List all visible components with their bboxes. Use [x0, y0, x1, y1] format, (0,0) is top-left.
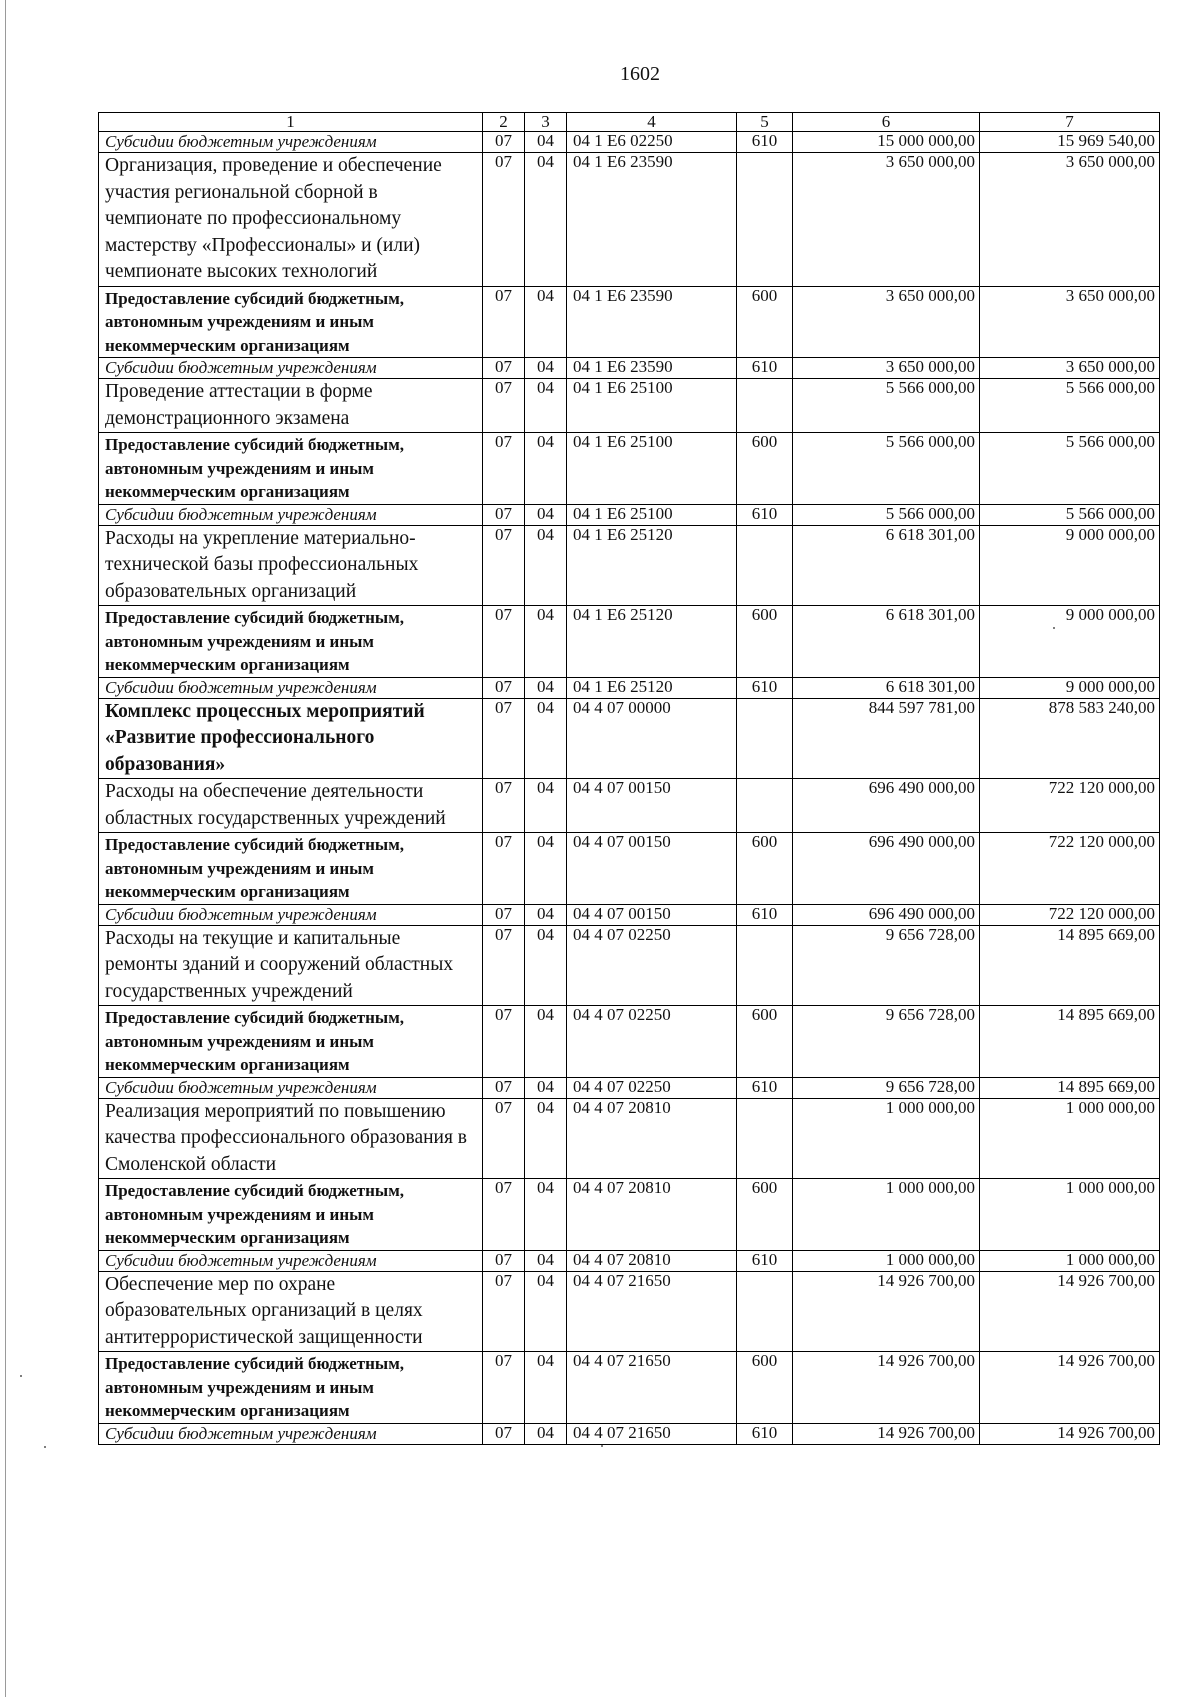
- section-cell: 07: [483, 779, 525, 833]
- name-cell: Организация, проведение и обеспечение участия региональной сборной в чемпионате по профессиональному мастерству «Профессионалы» и (или) чемпионате высоких технологий: [99, 153, 483, 287]
- amount-year1-cell: 15 000 000,00: [793, 132, 980, 153]
- scan-speck: [20, 1375, 22, 1377]
- subsection-cell: 04: [525, 698, 567, 779]
- table-row: [99, 904, 1160, 925]
- subsection-cell: 04: [525, 1179, 567, 1251]
- section-cell: 07: [483, 153, 525, 287]
- section-cell: 07: [483, 1423, 525, 1444]
- amount-year2-cell: 9 000 000,00: [980, 606, 1160, 678]
- expense-type-cell: 610: [737, 1423, 793, 1444]
- section-cell: 07: [483, 358, 525, 379]
- amount-year2-cell: 3 650 000,00: [980, 358, 1160, 379]
- target-article-cell: 04 1 Е6 25100: [567, 504, 737, 525]
- section-cell: 07: [483, 433, 525, 505]
- expense-type-cell: 600: [737, 286, 793, 358]
- subsection-cell: 04: [525, 433, 567, 505]
- expense-type-cell: 600: [737, 433, 793, 505]
- amount-year2-cell: 14 926 700,00: [980, 1271, 1160, 1352]
- table-row: [99, 779, 1160, 833]
- expense-type-cell: 600: [737, 1006, 793, 1078]
- header-cell: 5: [737, 113, 793, 132]
- amount-year2-cell: 5 566 000,00: [980, 433, 1160, 505]
- amount-year2-cell: 14 895 669,00: [980, 925, 1160, 1006]
- target-article-cell: 04 4 07 21650: [567, 1352, 737, 1424]
- subsection-cell: 04: [525, 1006, 567, 1078]
- amount-year2-cell: 3 650 000,00: [980, 153, 1160, 287]
- expense-type-cell: 610: [737, 904, 793, 925]
- table-row: [99, 379, 1160, 433]
- subsection-cell: 04: [525, 1352, 567, 1424]
- expense-type-cell: 600: [737, 833, 793, 905]
- table-row: [99, 1077, 1160, 1098]
- scan-speck: [44, 1446, 46, 1448]
- table-row: [99, 677, 1160, 698]
- target-article-cell: 04 4 07 00150: [567, 779, 737, 833]
- section-cell: 07: [483, 1006, 525, 1078]
- subsection-cell: 04: [525, 606, 567, 678]
- amount-year2-cell: 722 120 000,00: [980, 833, 1160, 905]
- target-article-cell: 04 4 07 02250: [567, 925, 737, 1006]
- amount-year2-cell: 14 926 700,00: [980, 1423, 1160, 1444]
- amount-year1-cell: 14 926 700,00: [793, 1423, 980, 1444]
- target-article-cell: 04 4 07 20810: [567, 1098, 737, 1179]
- scan-speck: [601, 1445, 603, 1447]
- subsection-cell: 04: [525, 525, 567, 606]
- amount-year1-cell: 9 656 728,00: [793, 1006, 980, 1078]
- amount-year1-cell: 6 618 301,00: [793, 525, 980, 606]
- section-cell: 07: [483, 1352, 525, 1424]
- amount-year2-cell: 722 120 000,00: [980, 779, 1160, 833]
- section-cell: 07: [483, 904, 525, 925]
- amount-year1-cell: 6 618 301,00: [793, 677, 980, 698]
- subsection-cell: 04: [525, 925, 567, 1006]
- table-row: [99, 1352, 1160, 1424]
- expense-type-cell: 610: [737, 504, 793, 525]
- amount-year2-cell: 9 000 000,00: [980, 677, 1160, 698]
- expense-type-cell: 610: [737, 677, 793, 698]
- section-cell: 07: [483, 677, 525, 698]
- target-article-cell: 04 4 07 00000: [567, 698, 737, 779]
- table-row: [99, 525, 1160, 606]
- name-cell: Предоставление субсидий бюджетным, автономным учреждениям и иным некоммерческим организациям: [99, 286, 483, 358]
- subsection-cell: 04: [525, 1271, 567, 1352]
- amount-year1-cell: 9 656 728,00: [793, 925, 980, 1006]
- name-cell: Субсидии бюджетным учреждениям: [99, 677, 483, 698]
- section-cell: 07: [483, 925, 525, 1006]
- target-article-cell: 04 1 Е6 25120: [567, 606, 737, 678]
- subsection-cell: 04: [525, 153, 567, 287]
- amount-year1-cell: 844 597 781,00: [793, 698, 980, 779]
- scan-speck: [1053, 627, 1055, 629]
- name-cell: Расходы на текущие и капитальные ремонты зданий и сооружений областных государственных учреждений: [99, 925, 483, 1006]
- amount-year1-cell: 5 566 000,00: [793, 433, 980, 505]
- table-row: [99, 833, 1160, 905]
- subsection-cell: 04: [525, 504, 567, 525]
- section-cell: 07: [483, 1271, 525, 1352]
- table-row: [99, 504, 1160, 525]
- table-row: [99, 1179, 1160, 1251]
- target-article-cell: 04 1 Е6 23590: [567, 358, 737, 379]
- name-cell: Субсидии бюджетным учреждениям: [99, 1077, 483, 1098]
- amount-year1-cell: 14 926 700,00: [793, 1352, 980, 1424]
- scan-edge-line: [5, 0, 6, 1697]
- table-row: [99, 606, 1160, 678]
- name-cell: Субсидии бюджетным учреждениям: [99, 904, 483, 925]
- amount-year2-cell: 1 000 000,00: [980, 1179, 1160, 1251]
- target-article-cell: 04 4 07 00150: [567, 833, 737, 905]
- name-cell: Субсидии бюджетным учреждениям: [99, 1423, 483, 1444]
- name-cell: Обеспечение мер по охране образовательных организаций в целях антитеррористической защищенности: [99, 1271, 483, 1352]
- name-cell: Комплекс процессных мероприятий «Развитие профессионального образования»: [99, 698, 483, 779]
- subsection-cell: 04: [525, 1077, 567, 1098]
- amount-year1-cell: 14 926 700,00: [793, 1271, 980, 1352]
- name-cell: Субсидии бюджетным учреждениям: [99, 504, 483, 525]
- subsection-cell: 04: [525, 286, 567, 358]
- name-cell: Субсидии бюджетным учреждениям: [99, 1250, 483, 1271]
- amount-year2-cell: 14 926 700,00: [980, 1352, 1160, 1424]
- header-cell: 7: [980, 113, 1160, 132]
- name-cell: Предоставление субсидий бюджетным, автономным учреждениям и иным некоммерческим организациям: [99, 1006, 483, 1078]
- target-article-cell: 04 4 07 02250: [567, 1077, 737, 1098]
- expense-type-cell: 610: [737, 358, 793, 379]
- table-row: [99, 153, 1160, 287]
- target-article-cell: 04 1 Е6 23590: [567, 153, 737, 287]
- amount-year1-cell: 696 490 000,00: [793, 779, 980, 833]
- expense-type-cell: [737, 925, 793, 1006]
- header-cell: 6: [793, 113, 980, 132]
- target-article-cell: 04 4 07 20810: [567, 1179, 737, 1251]
- amount-year1-cell: 3 650 000,00: [793, 358, 980, 379]
- header-cell: 2: [483, 113, 525, 132]
- amount-year2-cell: 1 000 000,00: [980, 1250, 1160, 1271]
- target-article-cell: 04 4 07 21650: [567, 1423, 737, 1444]
- amount-year2-cell: 9 000 000,00: [980, 525, 1160, 606]
- name-cell: Субсидии бюджетным учреждениям: [99, 132, 483, 153]
- expense-type-cell: [737, 1098, 793, 1179]
- section-cell: 07: [483, 1179, 525, 1251]
- target-article-cell: 04 4 07 21650: [567, 1271, 737, 1352]
- expense-type-cell: [737, 153, 793, 287]
- section-cell: 07: [483, 504, 525, 525]
- table-row: [99, 1006, 1160, 1078]
- section-cell: 07: [483, 1250, 525, 1271]
- target-article-cell: 04 1 Е6 23590: [567, 286, 737, 358]
- amount-year2-cell: 878 583 240,00: [980, 698, 1160, 779]
- section-cell: 07: [483, 379, 525, 433]
- subsection-cell: 04: [525, 1250, 567, 1271]
- name-cell: Предоставление субсидий бюджетным, автономным учреждениям и иным некоммерческим организациям: [99, 1179, 483, 1251]
- table-row: [99, 1423, 1160, 1444]
- amount-year1-cell: 6 618 301,00: [793, 606, 980, 678]
- amount-year1-cell: 1 000 000,00: [793, 1098, 980, 1179]
- target-article-cell: 04 4 07 20810: [567, 1250, 737, 1271]
- amount-year2-cell: 14 895 669,00: [980, 1077, 1160, 1098]
- expense-type-cell: [737, 779, 793, 833]
- budget-table: [98, 112, 1160, 1445]
- subsection-cell: 04: [525, 904, 567, 925]
- expense-type-cell: 600: [737, 1179, 793, 1251]
- expense-type-cell: 610: [737, 1077, 793, 1098]
- header-cell: 4: [567, 113, 737, 132]
- amount-year1-cell: 3 650 000,00: [793, 153, 980, 287]
- amount-year2-cell: 5 566 000,00: [980, 504, 1160, 525]
- section-cell: 07: [483, 525, 525, 606]
- expense-type-cell: 600: [737, 1352, 793, 1424]
- subsection-cell: 04: [525, 358, 567, 379]
- target-article-cell: 04 1 Е6 25120: [567, 525, 737, 606]
- table-row: [99, 698, 1160, 779]
- amount-year2-cell: 3 650 000,00: [980, 286, 1160, 358]
- name-cell: Предоставление субсидий бюджетным, автономным учреждениям и иным некоммерческим организациям: [99, 1352, 483, 1424]
- section-cell: 07: [483, 1098, 525, 1179]
- section-cell: 07: [483, 698, 525, 779]
- name-cell: Предоставление субсидий бюджетным, автономным учреждениям и иным некоммерческим организациям: [99, 433, 483, 505]
- amount-year2-cell: 15 969 540,00: [980, 132, 1160, 153]
- expense-type-cell: [737, 1271, 793, 1352]
- amount-year1-cell: 3 650 000,00: [793, 286, 980, 358]
- name-cell: Расходы на укрепление материально-технической базы профессиональных образовательных организаций: [99, 525, 483, 606]
- expense-type-cell: [737, 525, 793, 606]
- table-row: [99, 433, 1160, 505]
- expense-type-cell: 600: [737, 606, 793, 678]
- section-cell: 07: [483, 606, 525, 678]
- table-row: [99, 1250, 1160, 1271]
- subsection-cell: 04: [525, 379, 567, 433]
- target-article-cell: 04 4 07 00150: [567, 904, 737, 925]
- amount-year1-cell: 1 000 000,00: [793, 1250, 980, 1271]
- name-cell: Реализация мероприятий по повышению качества профессионального образования в Смоленской области: [99, 1098, 483, 1179]
- target-article-cell: 04 1 Е6 25100: [567, 379, 737, 433]
- expense-type-cell: [737, 698, 793, 779]
- section-cell: 07: [483, 132, 525, 153]
- page-number: 1602: [620, 63, 660, 85]
- amount-year1-cell: 696 490 000,00: [793, 833, 980, 905]
- name-cell: Субсидии бюджетным учреждениям: [99, 358, 483, 379]
- subsection-cell: 04: [525, 1423, 567, 1444]
- section-cell: 07: [483, 286, 525, 358]
- subsection-cell: 04: [525, 132, 567, 153]
- amount-year1-cell: 5 566 000,00: [793, 504, 980, 525]
- expense-type-cell: 610: [737, 1250, 793, 1271]
- header-cell: 1: [99, 113, 483, 132]
- target-article-cell: 04 1 Е6 25100: [567, 433, 737, 505]
- table-header-row: [99, 113, 1160, 132]
- amount-year2-cell: 14 895 669,00: [980, 1006, 1160, 1078]
- subsection-cell: 04: [525, 677, 567, 698]
- table-row: [99, 132, 1160, 153]
- name-cell: Предоставление субсидий бюджетным, автономным учреждениям и иным некоммерческим организациям: [99, 606, 483, 678]
- amount-year1-cell: 696 490 000,00: [793, 904, 980, 925]
- amount-year2-cell: 5 566 000,00: [980, 379, 1160, 433]
- table-row: [99, 286, 1160, 358]
- amount-year1-cell: 5 566 000,00: [793, 379, 980, 433]
- name-cell: Расходы на обеспечение деятельности областных государственных учреждений: [99, 779, 483, 833]
- table-row: [99, 358, 1160, 379]
- amount-year1-cell: 1 000 000,00: [793, 1179, 980, 1251]
- table-row: [99, 1098, 1160, 1179]
- header-cell: 3: [525, 113, 567, 132]
- subsection-cell: 04: [525, 779, 567, 833]
- section-cell: 07: [483, 1077, 525, 1098]
- target-article-cell: 04 4 07 02250: [567, 1006, 737, 1078]
- table-row: [99, 925, 1160, 1006]
- section-cell: 07: [483, 833, 525, 905]
- expense-type-cell: 610: [737, 132, 793, 153]
- name-cell: Проведение аттестации в форме демонстрационного экзамена: [99, 379, 483, 433]
- expense-type-cell: [737, 379, 793, 433]
- target-article-cell: 04 1 Е6 02250: [567, 132, 737, 153]
- amount-year2-cell: 1 000 000,00: [980, 1098, 1160, 1179]
- amount-year2-cell: 722 120 000,00: [980, 904, 1160, 925]
- name-cell: Предоставление субсидий бюджетным, автономным учреждениям и иным некоммерческим организациям: [99, 833, 483, 905]
- target-article-cell: 04 1 Е6 25120: [567, 677, 737, 698]
- subsection-cell: 04: [525, 1098, 567, 1179]
- subsection-cell: 04: [525, 833, 567, 905]
- table-row: [99, 1271, 1160, 1352]
- amount-year1-cell: 9 656 728,00: [793, 1077, 980, 1098]
